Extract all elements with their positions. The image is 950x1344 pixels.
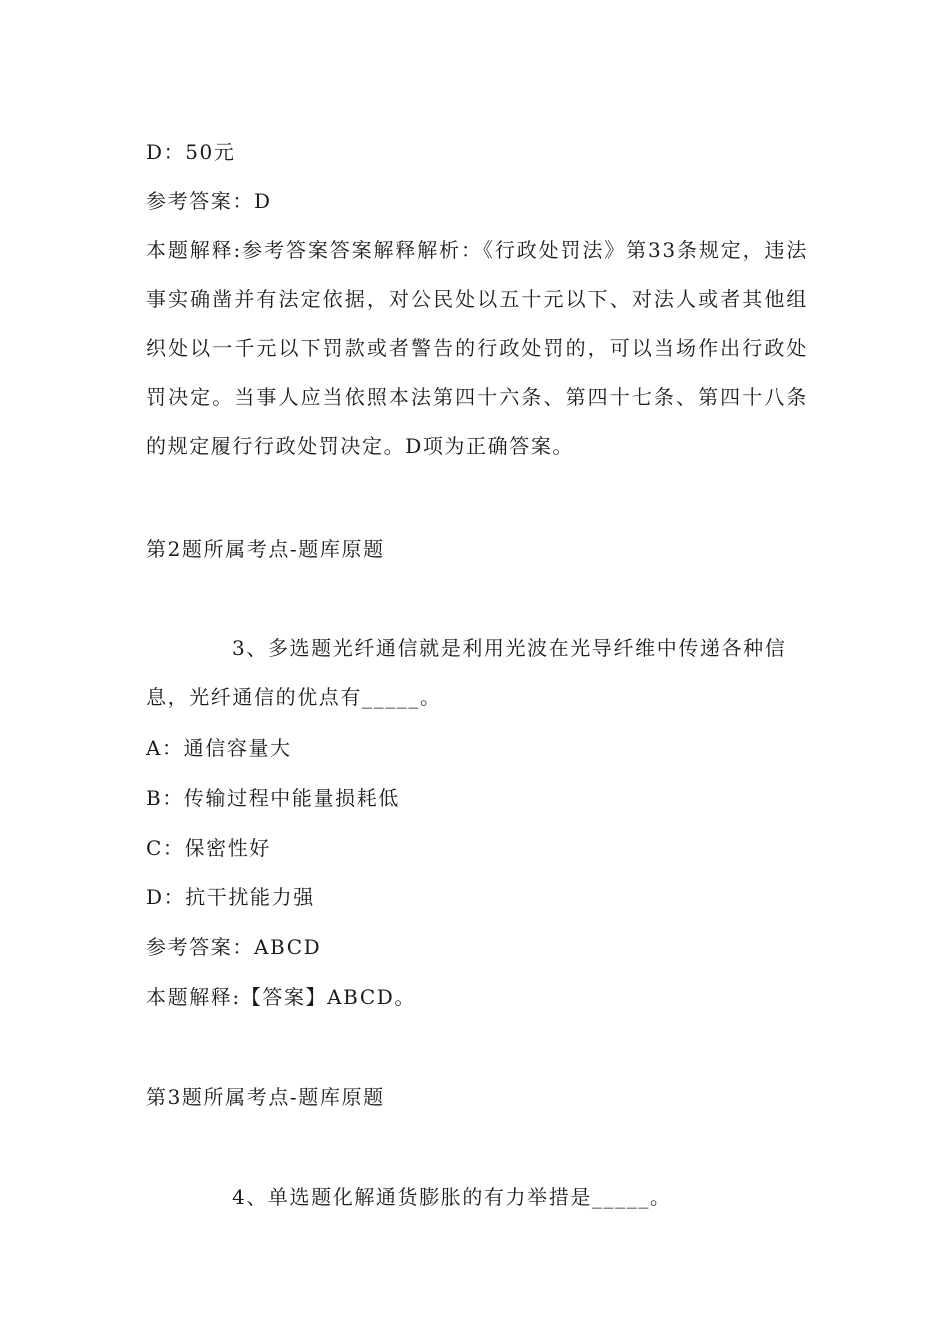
q2-topic: 第2题所属考点-题库原题 [146,537,385,561]
q3-topic: 第3题所属考点-题库原题 [146,1085,385,1109]
q2-answer: 参考答案：D [146,189,272,213]
q4-question-line1: 4、单选题化解通货膨胀的有力举措是_____。 [232,1185,672,1209]
q3-answer: 参考答案：ABCD [146,935,322,959]
q3-explanation: 本题解释:【答案】ABCD。 [146,985,416,1009]
q3-option-c: C：保密性好 [146,836,271,860]
q3-question-line1: 3、多选题光纤通信就是利用光波在光导纤维中传递各种信 [232,636,787,660]
q3-option-a: A：通信容量大 [146,736,292,760]
q2-option-d: D：50元 [146,140,236,164]
q2-explanation: 本题解释:参考答案答案解释解析：《行政处罚法》第33条规定，违法事实确凿并有法定依据，对公民处以五十元以下、对法人或者其他组织处以一千元以下罚款或者警告的行政处罚的，可以当场作出行政处罚决定。当事人应当依照本法第四十六条、第四十七条、第四十八条的规定履行行政处罚决定。D项为正确答案。 [146,238,808,458]
q3-question-line2: 息，光纤通信的优点有_____。 [146,685,442,709]
q3-option-d: D：抗干扰能力强 [146,885,315,909]
q3-option-b: B：传输过程中能量损耗低 [146,786,400,810]
